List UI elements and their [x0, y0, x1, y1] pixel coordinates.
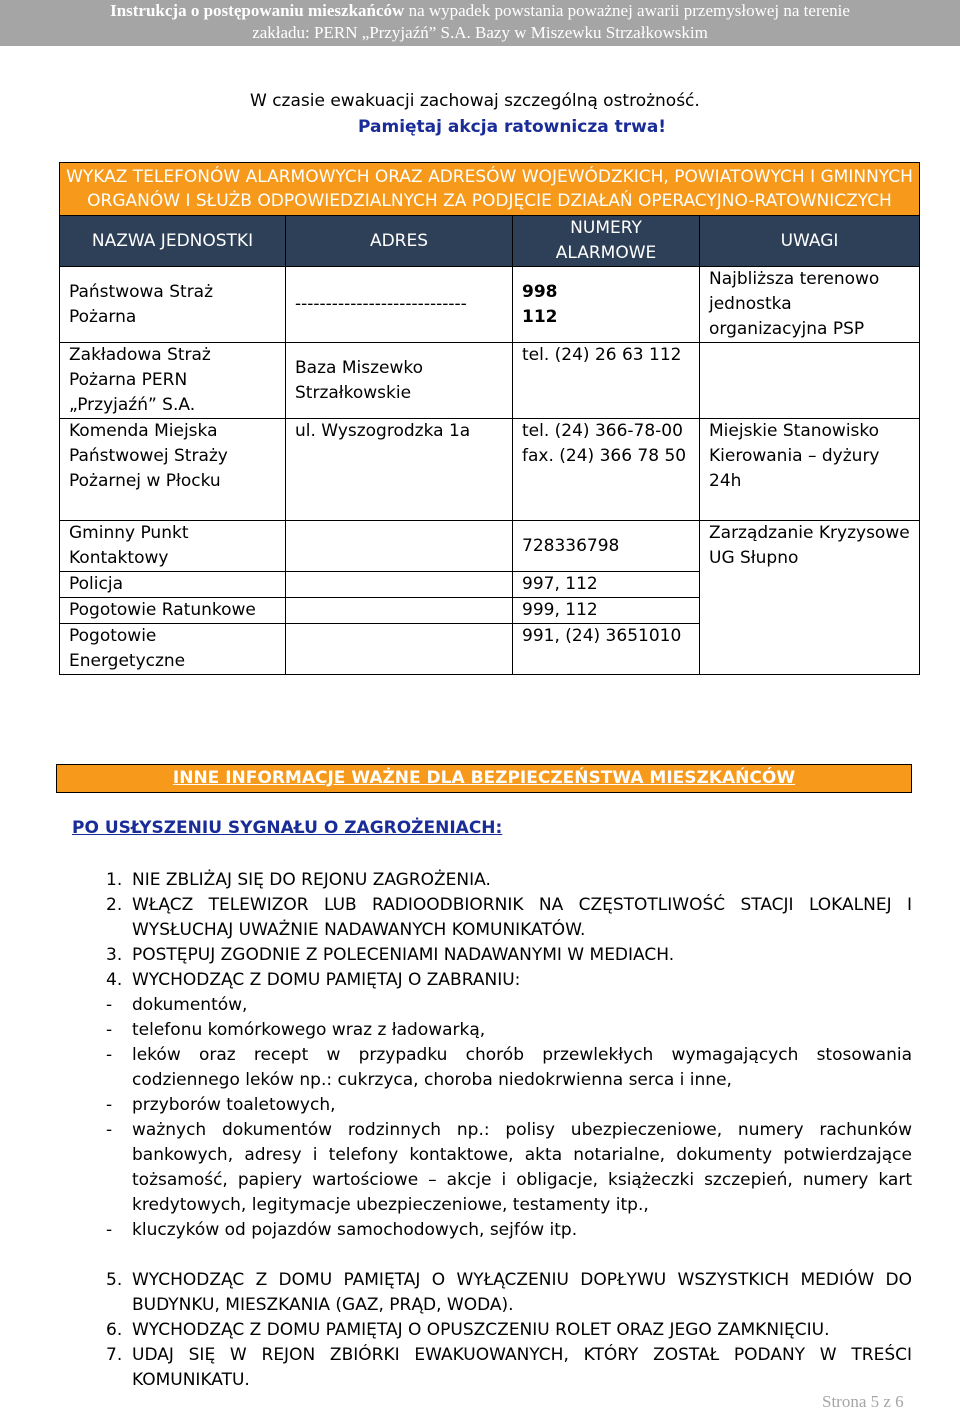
- cell-notes: [700, 624, 920, 675]
- list-marker: -: [106, 1095, 113, 1115]
- table-row: [60, 572, 920, 598]
- list-item: [106, 1093, 912, 1118]
- list-item: [106, 1318, 912, 1343]
- col-header-numbers: NUMERY ALARMOWE: [513, 216, 700, 267]
- list-item: [106, 943, 912, 968]
- cell-numbers: 999, 112: [513, 598, 700, 624]
- list-text: WYCHODZĄC Z DOMU PAMIĘTAJ O WYŁĄCZENIU DOPŁYWU WSZYSTKICH MEDIÓW DO BUDYNKU, MIESZKANIA (GAZ, PRĄD, WODA).: [132, 1270, 912, 1315]
- col-header-notes: UWAGI: [700, 216, 920, 267]
- cell-numbers: tel. (24) 26 63 112: [513, 343, 700, 419]
- list-text: ważnych dokumentów rodzinnych np.: polisy ubezpieczeniowe, numery rachunków bankowych, adresy i telefony kontaktowe, akta notarialne, dokumenty potwierdzające tożsamość, papiery wartościowe – akcje i obligacje, książeczki szczepień, numery kart kredytowych, legitymacje ubezpieczeniowe, testamenty itp.,: [132, 1120, 912, 1215]
- cell-notes: [700, 598, 920, 624]
- list-text: WYCHODZĄC Z DOMU PAMIĘTAJ O OPUSZCZENIU ROLET ORAZ JEGO ZAMKNIĘCIU.: [132, 1320, 830, 1340]
- list-text: leków oraz recept w przypadku chorób przewlekłych wymagających stosowania codziennego leków np.: cukrzyca, choroba niedokrwienna serca i inne,: [132, 1045, 912, 1090]
- cell-notes: Najbliższa terenowo jednostka organizacyjna PSP: [700, 267, 920, 343]
- cell-numbers: 991, (24) 3651010: [513, 624, 700, 675]
- cell-numbers: 728336798: [513, 521, 700, 572]
- list-item: [106, 1043, 912, 1093]
- list-text: UDAJ SIĘ W REJON ZBIÓRKI EWAKUOWANYCH, KTÓRY ZOSTAŁ PODANY W TREŚCI KOMUNIKATU.: [132, 1345, 912, 1390]
- list-item: [106, 868, 912, 893]
- list-text: WŁĄCZ TELEWIZOR LUB RADIOODBIORNIK NA CZĘSTOTLIWOŚĆ STACJI LOKALNEJ I WYSŁUCHAJ UWAŻNIE NADAWANYCH KOMUNIKATÓW.: [132, 895, 912, 940]
- table-row: [60, 598, 920, 624]
- table-row: [60, 624, 920, 675]
- cell-address: ----------------------------: [286, 267, 513, 343]
- list-text: przyborów toaletowych,: [132, 1095, 336, 1115]
- list-text: kluczyków od pojazdów samochodowych, sejfów itp.: [132, 1220, 578, 1240]
- list-marker: -: [106, 1045, 113, 1065]
- cell-notes: Zarządzanie Kryzysowe UG Słupno: [700, 521, 920, 572]
- cell-address: Baza Miszewko Strzałkowskie: [286, 343, 513, 419]
- header-line-1: Instrukcja o postępowaniu mieszkańców na wypadek powstania poważnej awarii przemysłowej na terenie: [110, 1, 850, 20]
- list-item: [106, 1268, 912, 1318]
- cell-name: Pogotowie Energetyczne: [60, 624, 286, 675]
- list-text: NIE ZBLIŻAJ SIĘ DO REJONU ZAGROŻENIA.: [132, 870, 491, 890]
- table-row: [60, 343, 920, 419]
- list-text: dokumentów,: [132, 995, 248, 1015]
- list-marker: -: [106, 995, 113, 1015]
- evacuation-line-1: W czasie ewakuacji zachowaj szczególną ostrożność.: [250, 91, 700, 111]
- list-marker: 1.: [106, 870, 123, 890]
- list-item: [106, 993, 912, 1018]
- evacuation-line-2: Pamiętaj akcja ratownicza trwa!: [358, 117, 667, 137]
- emergency-phone-table: [59, 162, 920, 675]
- cell-address: [286, 624, 513, 675]
- page-header: [0, 0, 960, 46]
- cell-numbers: 998 112: [513, 267, 700, 343]
- list-item: [106, 1018, 912, 1043]
- col-header-name: NAZWA JEDNOSTKI: [60, 216, 286, 267]
- list-text: POSTĘPUJ ZGODNIE Z POLECENIAMI NADAWANYMI W MEDIACH.: [132, 945, 675, 965]
- list-item: [106, 1218, 912, 1243]
- list-marker: 3.: [106, 945, 123, 965]
- cell-address: ul. Wyszogrodzka 1a: [286, 419, 513, 521]
- phone-table-title: WYKAZ TELEFONÓW ALARMOWYCH ORAZ ADRESÓW WOJEWÓDZKICH, POWIATOWYCH I GMINNYCH ORGANÓW I SŁUŻB ODPOWIEDZIALNYCH ZA PODJĘCIE DZIAŁAŃ OPERACYJNO-RATOWNICZYCH: [60, 163, 920, 216]
- cell-name: Komenda Miejska Państwowej Straży Pożarnej w Płocku: [60, 419, 286, 521]
- cell-numbers: tel. (24) 366-78-00 fax. (24) 366 78 50: [513, 419, 700, 521]
- col-header-address: ADRES: [286, 216, 513, 267]
- list-marker: 5.: [106, 1270, 123, 1290]
- cell-name: Gminny Punkt Kontaktowy: [60, 521, 286, 572]
- cell-notes: [700, 343, 920, 419]
- signal-heading: PO USŁYSZENIU SYGNAŁU O ZAGROŻENIACH:: [72, 818, 503, 838]
- list-marker: 4.: [106, 970, 123, 990]
- list-text: telefonu komórkowego wraz z ładowarką,: [132, 1020, 486, 1040]
- cell-address: [286, 598, 513, 624]
- header-line-2: zakładu: PERN „Przyjaźń” S.A. Bazy w Miszewku Strzałkowskim: [252, 23, 708, 42]
- list-marker: 2.: [106, 895, 123, 915]
- list-item: [106, 968, 912, 993]
- info-banner: INNE INFORMACJE WAŻNE DLA BEZPIECZEŃSTWA MIESZKAŃCÓW: [56, 764, 912, 793]
- cell-address: [286, 572, 513, 598]
- evacuation-note: [250, 88, 700, 140]
- cell-name: Państwowa Straż Pożarna: [60, 267, 286, 343]
- page-number: Strona 5 z 6: [822, 1392, 904, 1411]
- list-marker: -: [106, 1120, 113, 1140]
- table-row: [60, 419, 920, 521]
- list-marker: 6.: [106, 1320, 123, 1340]
- cell-address: [286, 521, 513, 572]
- list-marker: 7.: [106, 1345, 123, 1365]
- cell-name: Zakładowa Straż Pożarna PERN „Przyjaźń” S.A.: [60, 343, 286, 419]
- list-text: WYCHODZĄC Z DOMU PAMIĘTAJ O ZABRANIU:: [132, 970, 521, 990]
- instruction-list: [106, 868, 912, 1393]
- cell-name: Pogotowie Ratunkowe: [60, 598, 286, 624]
- cell-notes: Miejskie Stanowisko Kierowania – dyżury 24h: [700, 419, 920, 521]
- list-item: [106, 1118, 912, 1218]
- table-row: [60, 267, 920, 343]
- list-marker: -: [106, 1020, 113, 1040]
- cell-name: Policja: [60, 572, 286, 598]
- list-item: [106, 893, 912, 943]
- list-marker: -: [106, 1220, 113, 1240]
- table-row: [60, 521, 920, 572]
- cell-notes: [700, 572, 920, 598]
- cell-numbers: 997, 112: [513, 572, 700, 598]
- list-item: [106, 1343, 912, 1393]
